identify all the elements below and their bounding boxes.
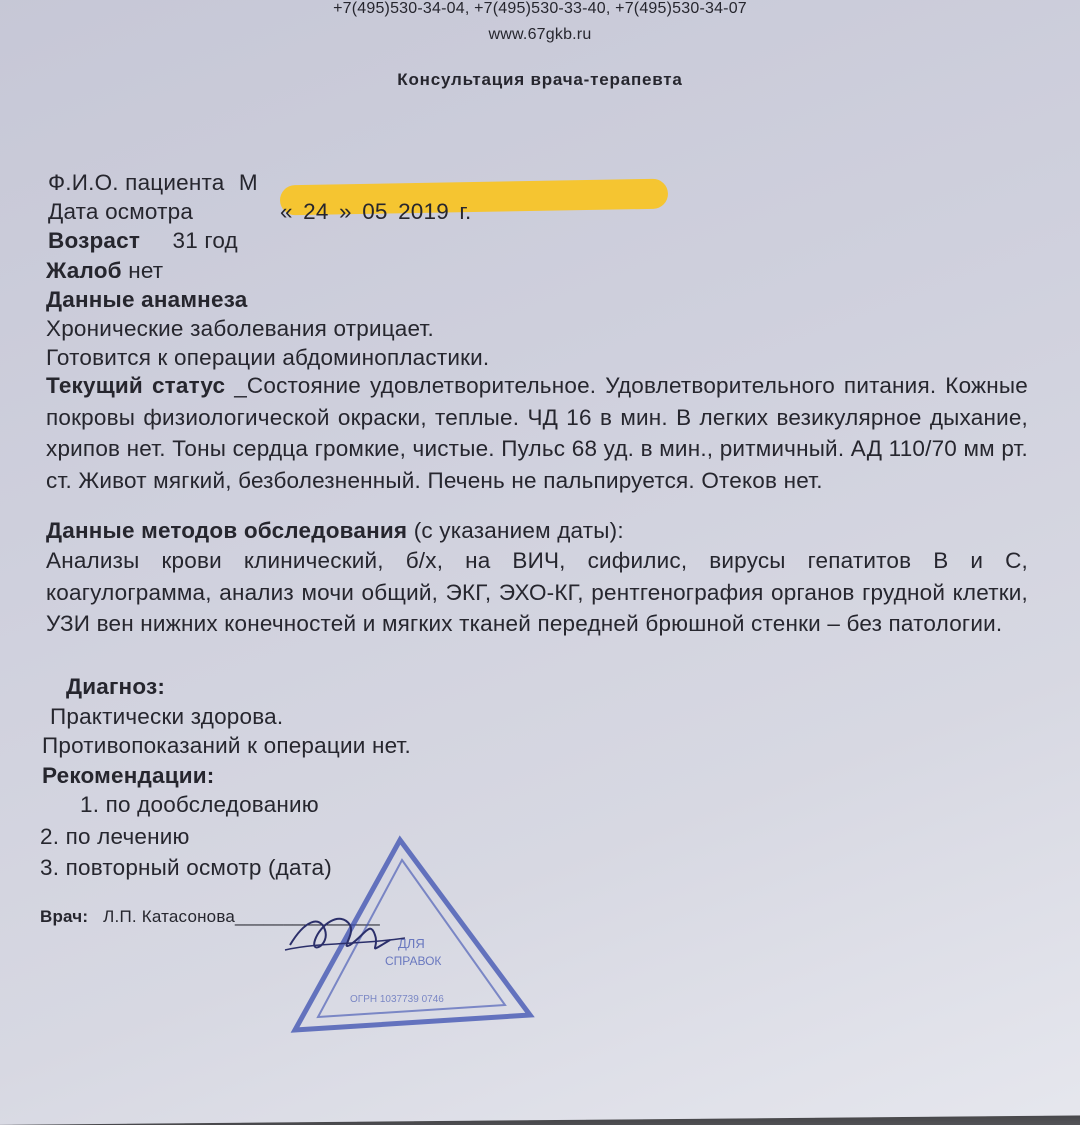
doctor-label: Врач: (40, 907, 89, 926)
patient-name-label: Ф.И.О. пациента (48, 170, 225, 195)
complaints-row (46, 258, 163, 284)
stamp-text-1: ДЛЯ (398, 936, 425, 951)
exams-note: (с указанием даты): (413, 518, 624, 543)
complaints-value: нет (128, 258, 164, 283)
diagnosis-line-1: Практически здорова. (50, 704, 284, 729)
exams-heading: Данные методов обследования (46, 518, 408, 543)
exams-heading-row (46, 518, 624, 544)
current-status-text: _Состояние удовлетворительное. Удовлетворительного питания. Кожные покровы физиологической окраски, теплые. ЧД 16 в мин. В легких везикулярное дыхание, хрипов нет. Тоны сердца громкие, чистые. Пульс 68 уд. в мин., ритмичный. АД 110/70 мм рт. ст. Живот мягкий, безболезненный. Печень не пальпируется. Отеков нет. (46, 373, 1028, 493)
recommendation-item-2: 2. по лечению (40, 824, 190, 849)
age-value: 31 год (172, 228, 238, 253)
recommendation-item-3: 3. повторный осмотр (дата) (40, 855, 332, 880)
exam-date-value: « 24 » 05 2019 г. (280, 199, 472, 224)
diagnosis-heading: Диагноз: (66, 674, 166, 699)
doctor-signature (280, 900, 420, 970)
anamnesis-line-2: Готовится к операции абдоминопластики. (46, 345, 490, 370)
patient-name-row (48, 170, 258, 196)
age-label: Возраст (48, 228, 141, 253)
diagnosis-line-2: Противопоказаний к операции нет. (42, 733, 411, 758)
current-status-paragraph (46, 370, 1028, 496)
recommendations-heading: Рекомендации: (42, 763, 215, 788)
phone-numbers: +7(495)530-34-04, +7(495)530-33-40, +7(495)530-34-07 (333, 0, 747, 17)
anamnesis-line-1: Хронические заболевания отрицает. (46, 316, 434, 341)
stamp-text-2: СПРАВОК (385, 954, 442, 968)
doctor-name: Л.П. Катасонова (103, 907, 236, 926)
doctor-row: Врач: Л.П. Катасонова_______________ (40, 907, 380, 926)
age-row (48, 228, 238, 254)
current-status-label: Текущий статус (46, 373, 226, 398)
stamp-ogrn: ОГРН 1037739 0746 (350, 994, 444, 1005)
website-url: www.67gkb.ru (488, 26, 592, 43)
document-title: Консультация врача-терапевта (397, 70, 683, 89)
anamnesis-heading: Данные анамнеза (46, 287, 248, 312)
patient-name-fragment: М (238, 170, 258, 195)
complaints-label: Жалоб (46, 258, 122, 283)
exam-date-row (48, 199, 472, 225)
exams-paragraph: Анализы крови клинический, б/х, на ВИЧ, сифилис, вирусы гепатитов В и С, коагулограмма, анализ мочи общий, ЭКГ, ЭХО-КГ, рентгенография органов грудной клетки, УЗИ вен нижних конечностей и мягких тканей передней брюшной стенки – без патологии. (46, 548, 1028, 636)
exam-date-label: Дата осмотра (48, 199, 194, 224)
recommendation-item-1: 1. по дообследованию (80, 792, 319, 817)
